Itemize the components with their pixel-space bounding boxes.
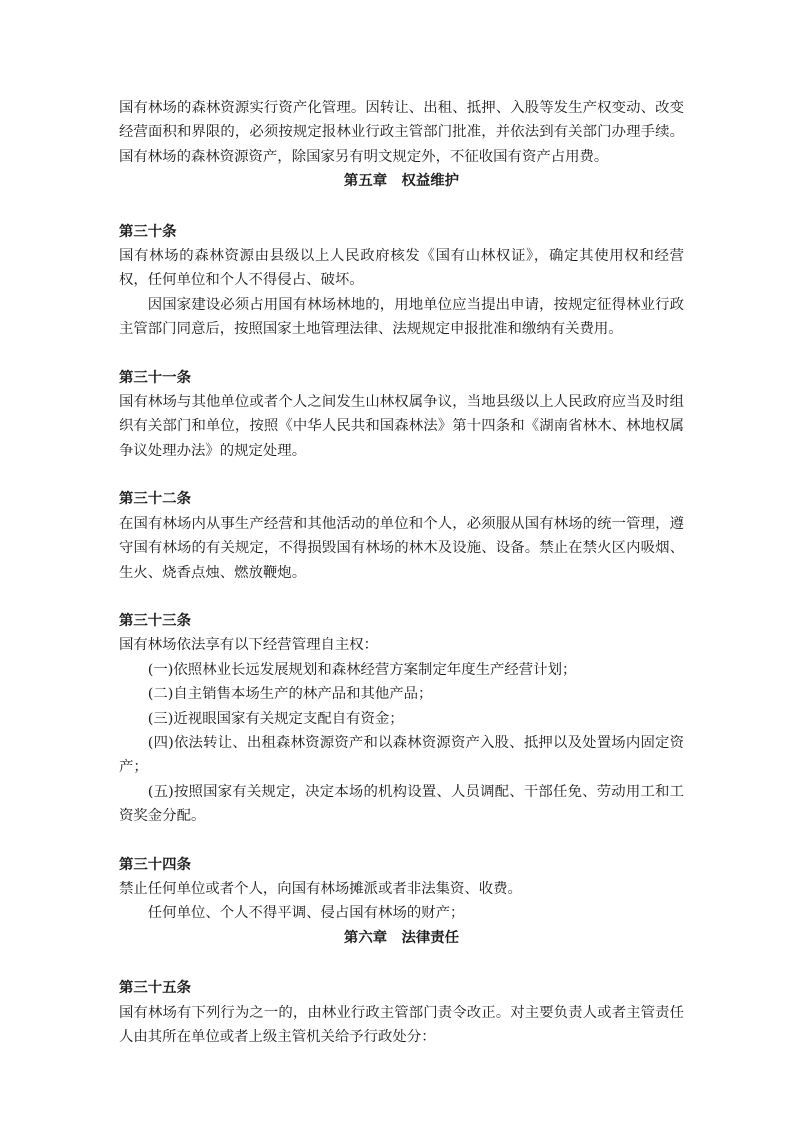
article-heading: 第三十三条 (119, 611, 191, 629)
list-item: (一)依照林业长远发展规划和森林经营方案制定年度生产经营计划； (147, 661, 577, 678)
paragraph: 在国有林场内从事生产经营和其他活动的单位和个人，必须服从国有林场的统一管理，遵守国有林场的有关规定，不得损毁国有林场的林木及设施、设备。禁止在禁火区内吸烟、生火、烧香点烛、燃放鞭炮。 (119, 515, 684, 581)
paragraph: 任何单位、个人不得平调、侵占国有林场的财产； (147, 905, 465, 922)
paragraph: 国有林场的森林资源实行资产化管理。因转让、出租、抵押、入股等发生产权变动、改变经营面积和界限的，必须按规定报林业行政主管部门批准，并依法到有关部门办理手续。国有林场的森林资源资产，除国家另有明文规定外，不征收国有资产占用费。 (119, 100, 684, 165)
chapter-heading: 第五章 权益维护 (343, 172, 460, 190)
article-heading: 第三十五条 (119, 979, 191, 997)
article-heading: 第三十四条 (119, 855, 191, 873)
paragraph: 禁止任何单位或者个人，向国有林场摊派或者非法集资、收费。 (119, 880, 522, 897)
paragraph: 国有林场有下列行为之一的，由林业行政主管部门责令改正。对主要负责人或者主管责任人由其所在单位或者上级主管机关给予行政处分： (119, 1004, 684, 1045)
article-heading: 第三十一条 (119, 368, 191, 386)
list-item: (四)依法转让、出租森林资源资产和以森林资源资产入股、抵押以及处置场内固定资产； (119, 734, 684, 776)
document-page (119, 96, 684, 1049)
paragraph: 国有林场的森林资源由县级以上人民政府核发《国有山林权证》，确定其使用权和经营权，任何单位和个人不得侵占、破坏。 (119, 248, 684, 289)
list-item: (二)自主销售本场生产的林产品和其他产品； (147, 686, 433, 703)
article-heading: 第三十条 (119, 222, 177, 240)
paragraph: 国有林场与其他单位或者个人之间发生山林权属争议，当地县级以上人民政府应当及时组织有关部门和单位，按照《中华人民共和国森林法》第十四条和《湖南省林木、林地权属争议处理办法》的规定处理。 (119, 394, 684, 459)
article-heading: 第三十二条 (119, 490, 191, 508)
paragraph: 因国家建设必须占用国有林场林地的，用地单位应当提出申请，按规定征得林业行政主管部门同意后，按照国家土地管理法律、法规规定申报批准和缴纳有关费用。 (119, 296, 684, 338)
chapter-heading: 第六章 法律责任 (343, 928, 460, 946)
paragraph: 国有林场依法享有以下经营管理自主权： (119, 637, 379, 654)
list-item: (五)按照国家有关规定，决定本场的机构设置、人员调配、干部任免、劳动用工和工资奖金分配。 (119, 783, 684, 825)
list-item: (三)近视眼国家有关规定支配自有资金； (147, 710, 404, 727)
